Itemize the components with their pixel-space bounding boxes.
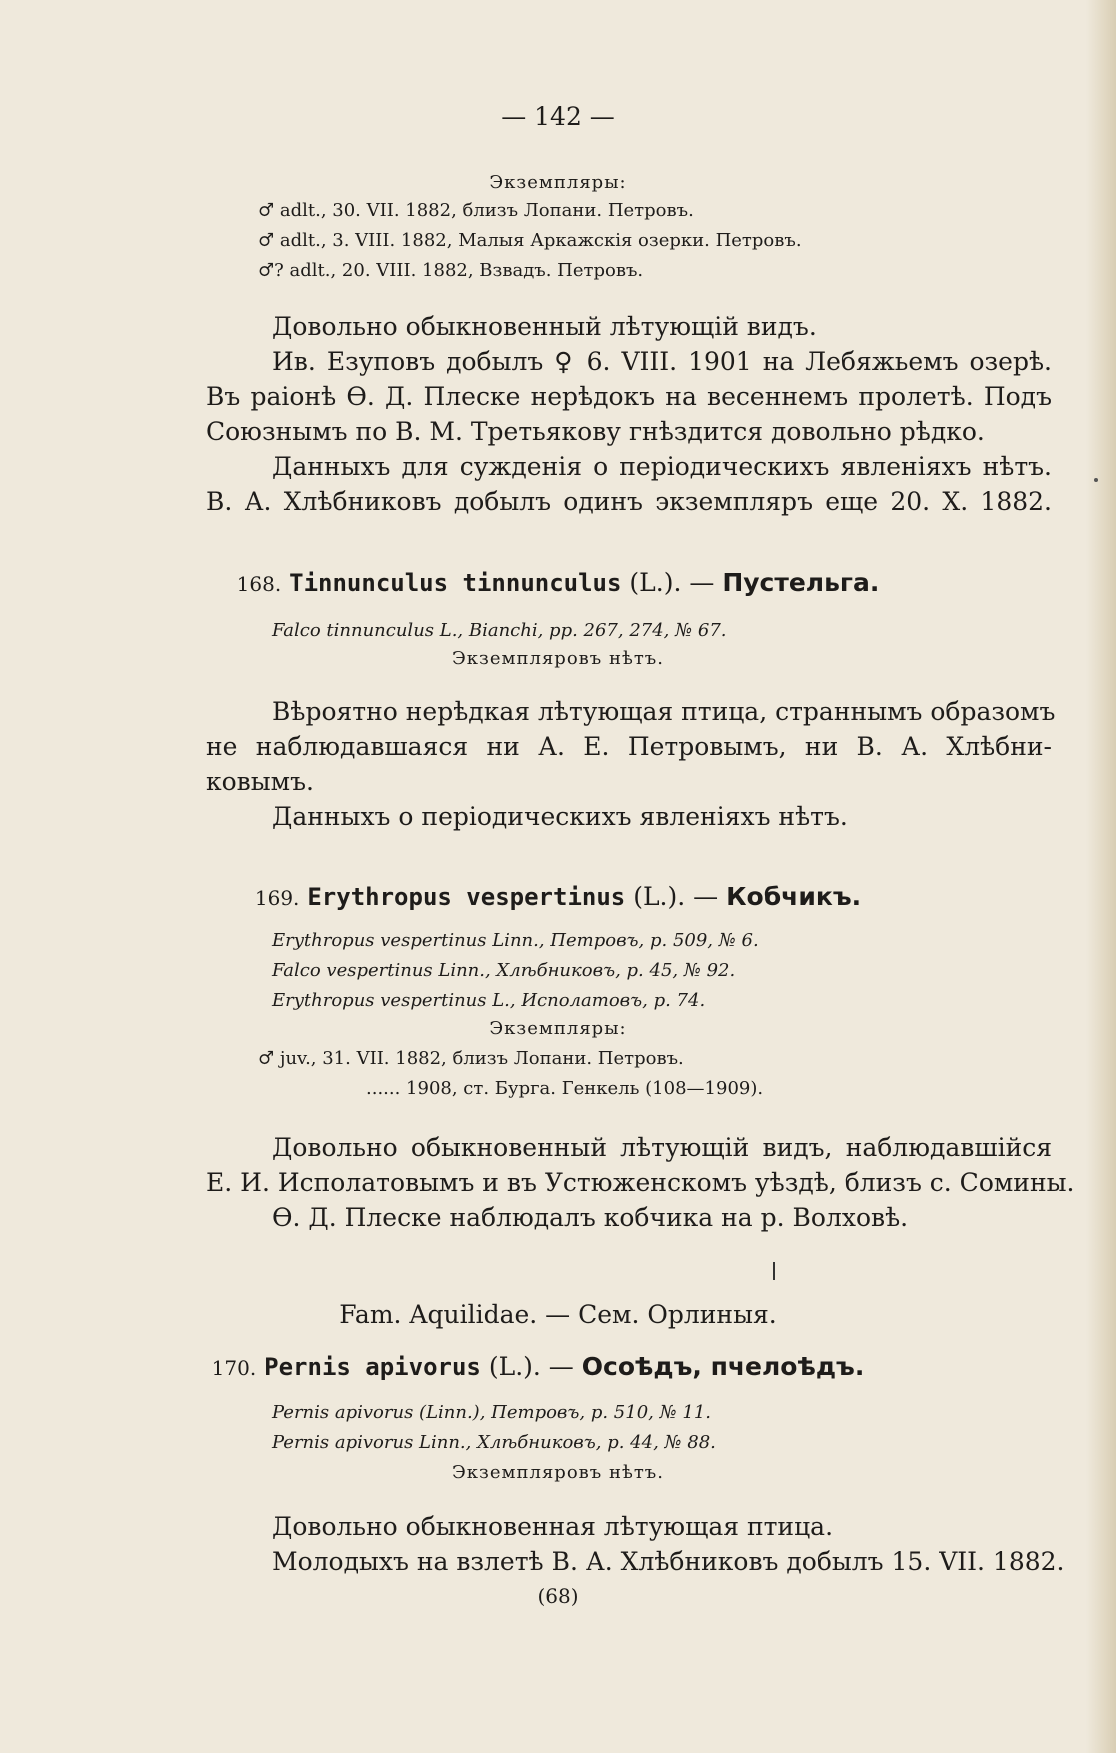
para-line: не наблюдавшаяся ни А. Е. Петровымъ, ни В. А. Хлѣбни-: [206, 732, 1052, 761]
reference-line: [272, 930, 759, 951]
reference-line: [272, 960, 735, 981]
species-heading-169: [0, 882, 1116, 911]
para-line: Е. И. Исполатовымъ и въ Устюженскомъ уѣздѣ, близъ с. Сомины.: [206, 1168, 1075, 1197]
para-line: Данныхъ для сужденія о періодическихъ явленіяхъ нѣтъ.: [272, 452, 1052, 481]
reference-text: Pernis apivorus (Linn.), Петровъ, p. 510, № 11.: [272, 1402, 711, 1423]
para-line: Союзнымъ по В. М. Третьякову гнѣздится довольно рѣдко.: [206, 417, 985, 446]
no-specimens-note: Экземпляровъ нѣтъ.: [452, 1462, 664, 1483]
no-specimens-note: Экземпляровъ нѣтъ.: [452, 648, 664, 669]
species-author: (L.). —: [629, 568, 715, 597]
para-line: Вѣроятно нерѣдкая лѣтующая птица, страннымъ образомъ: [272, 697, 1056, 726]
para-line: Ѳ. Д. Плеске наблюдалъ кобчика на р. Волховѣ.: [272, 1203, 909, 1232]
specimens-heading: Экземпляры:: [489, 1018, 627, 1039]
specimen-line: ♂ adlt., 30. VII. 1882, близъ Лопани. Петровъ.: [258, 200, 694, 221]
species-author: (L.). —: [633, 882, 719, 911]
species-number: 168.: [236, 572, 282, 596]
reference-line: [272, 1402, 711, 1423]
reference-line: [272, 990, 705, 1011]
specimen-line: ♂ adlt., 3. VIII. 1882, Малыя Аркажскія озерки. Петровъ.: [258, 230, 802, 251]
specimen-line: ♂? adlt., 20. VIII. 1882, Взвадъ. Петровъ.: [258, 260, 644, 281]
print-mark: [773, 1262, 775, 1280]
species-heading-170: [0, 1352, 1096, 1381]
para-line: Ив. Езуповъ добылъ ♀ 6. VIII. 1901 на Лебяжьемъ озерѣ.: [272, 347, 1052, 376]
reference-text: Pernis apivorus Linn., Хлѣбниковъ, p. 44, № 88.: [272, 1432, 716, 1453]
para-line: Въ раіонѣ Ѳ. Д. Плеске нерѣдокъ на весеннемъ пролетѣ. Подъ: [206, 382, 1052, 411]
reference-text: Falco tinnunculus L., Bianchi, pp. 267, 274, № 67.: [272, 620, 727, 641]
para-line: Молодыхъ на взлетѣ В. А. Хлѣбниковъ добылъ 15. VII. 1882.: [272, 1547, 1065, 1576]
species-latin: Pernis apivorus: [264, 1353, 481, 1381]
reference-line: [272, 620, 727, 641]
species-latin: Tinnunculus tinnunculus: [289, 569, 622, 597]
reference-line: [272, 1432, 716, 1453]
specimens-heading: Экземпляры:: [489, 172, 627, 193]
specimen-line: ♂ juv., 31. VII. 1882, близъ Лопани. Петровъ.: [258, 1048, 684, 1069]
page-number: — 142 —: [501, 102, 615, 131]
species-heading-168: [0, 568, 1116, 597]
reference-text: Erythropus vespertinus Linn., Петровъ, p. 509, № 6.: [272, 930, 759, 951]
para-line: ковымъ.: [206, 767, 314, 796]
species-author: (L.). —: [488, 1352, 574, 1381]
para-line: Данныхъ о періодическихъ явленіяхъ нѣтъ.: [272, 802, 848, 831]
reference-text: Erythropus vespertinus L., Исполатовъ, p. 74.: [272, 990, 706, 1011]
family-heading: Fam. Aquilidae. — Сем. Орлиныя.: [339, 1300, 777, 1329]
reference-text: Falco vespertinus Linn., Хлѣбниковъ, p. 45, № 92.: [272, 960, 736, 981]
species-latin: Erythropus vespertinus: [307, 883, 626, 911]
para-line: В. А. Хлѣбниковъ добылъ одинъ экземпляръ еще 20. X. 1882.: [206, 487, 1052, 516]
para-line: Довольно обыкновенная лѣтующая птица.: [272, 1512, 834, 1541]
species-russian: Кобчикъ.: [726, 882, 862, 911]
species-number: 169.: [254, 886, 300, 910]
specimen-line: ...... 1908, ст. Бурга. Генкель (108—1909).: [366, 1078, 764, 1099]
para-line: Довольно обыкновенный лѣтующій видъ, наблюдавшійся: [272, 1133, 1052, 1162]
para-line: Довольно обыкновенный лѣтующій видъ.: [272, 312, 817, 341]
footer-number: (68): [537, 1584, 579, 1608]
species-russian: Осоѣдъ, пчелоѣдъ.: [581, 1352, 865, 1381]
species-russian: Пустельга.: [722, 568, 880, 597]
species-number: 170.: [211, 1356, 257, 1380]
